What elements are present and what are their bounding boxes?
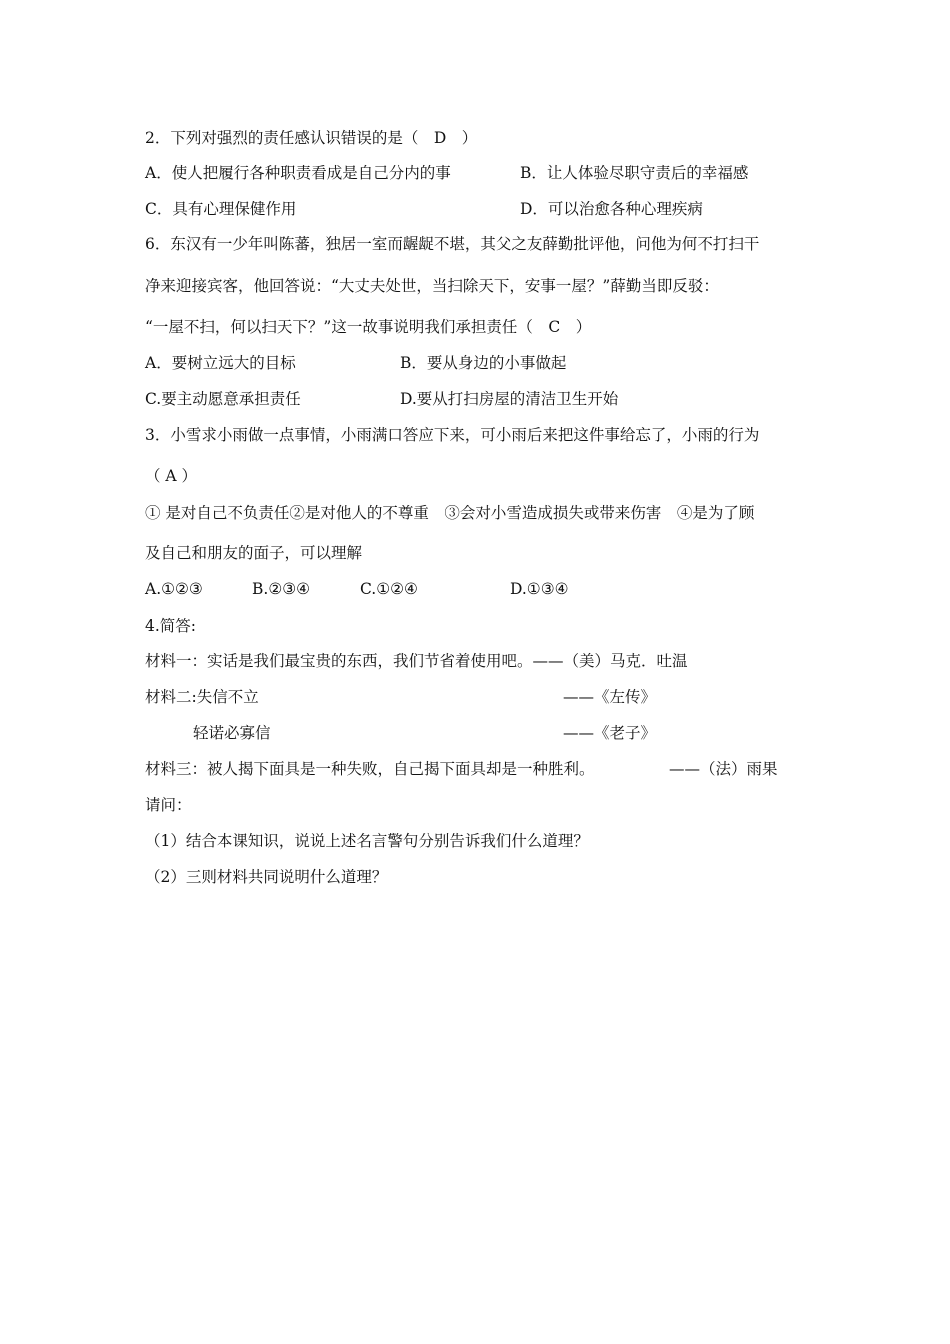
- q3-option-b: B.②③④: [252, 580, 311, 598]
- q2-option-d: D．可以治愈各种心理疾病: [520, 200, 703, 218]
- q2-option-c: C．具有心理保健作用: [145, 200, 297, 218]
- q4-heading: 4.简答:: [145, 617, 197, 635]
- q2-option-a: A．使人把履行各种职责看成是自己分内的事: [145, 164, 451, 182]
- q6-option-c: C.要主动愿意承担责任: [145, 390, 301, 408]
- material-2-source: ——《左传》: [563, 688, 657, 706]
- question-prompt: 请问：: [145, 796, 192, 814]
- material-2b-source: ——《老子》: [563, 724, 657, 742]
- q3-option-c: C.①②④: [360, 580, 418, 598]
- q3-option-a: A.①②③: [145, 580, 203, 598]
- sub-question-2: （2）三则材料共同说明什么道理？: [145, 868, 388, 886]
- q6-option-d: D.要从打扫房屋的清洁卫生开始: [400, 390, 619, 408]
- material-3-source: ——（法）雨果: [669, 760, 778, 778]
- q6-option-a: A．要树立远大的目标: [145, 354, 296, 372]
- q2-stem: 2．下列对强烈的责任感认识错误的是（ D ）: [145, 129, 478, 147]
- sub-question-1: （1）结合本课知识，说说上述名言警句分别告诉我们什么道理？: [145, 832, 589, 850]
- q3-option-d: D.①③④: [510, 580, 569, 598]
- material-2-text: 材料二:失信不立: [145, 688, 259, 706]
- material-3-text: 材料三：被人揭下面具是一种失败，自己揭下面具却是一种胜利。: [145, 760, 595, 778]
- q6-line-3: “一屋不扫，何以扫天下？”这一故事说明我们承担责任（ C ）: [145, 318, 592, 336]
- q3-answer: （ A ）: [145, 467, 198, 485]
- material-1: 材料一：实话是我们最宝贵的东西，我们节省着使用吧。——（美）马克．吐温: [145, 652, 688, 670]
- q6-option-b: B．要从身边的小事做起: [400, 354, 567, 372]
- material-2b-text: 轻诺必寡信: [193, 724, 271, 742]
- q2-option-b: B．让人体验尽职守责后的幸福感: [520, 164, 749, 182]
- q6-line-1: 6．东汉有一少年叫陈蕃，独居一室而龌龊不堪，其父之友薛勤批评他，问他为何不打扫干: [145, 235, 760, 253]
- q6-line-2: 净来迎接宾客，他回答说：“大丈夫处世，当扫除天下，安事一屋？”薛勤当即反驳：: [145, 277, 719, 295]
- q3-line-1: 3．小雪求小雨做一点事情，小雨满口答应下来，可小雨后来把这件事给忘了，小雨的行为: [145, 426, 760, 444]
- q3-statements-1: ① 是对自己不负责任②是对他人的不尊重 ③会对小雪造成损失或带来伤害 ④是为了顾: [145, 504, 755, 522]
- q3-statements-2: 及自己和朋友的面子，可以理解: [145, 544, 363, 562]
